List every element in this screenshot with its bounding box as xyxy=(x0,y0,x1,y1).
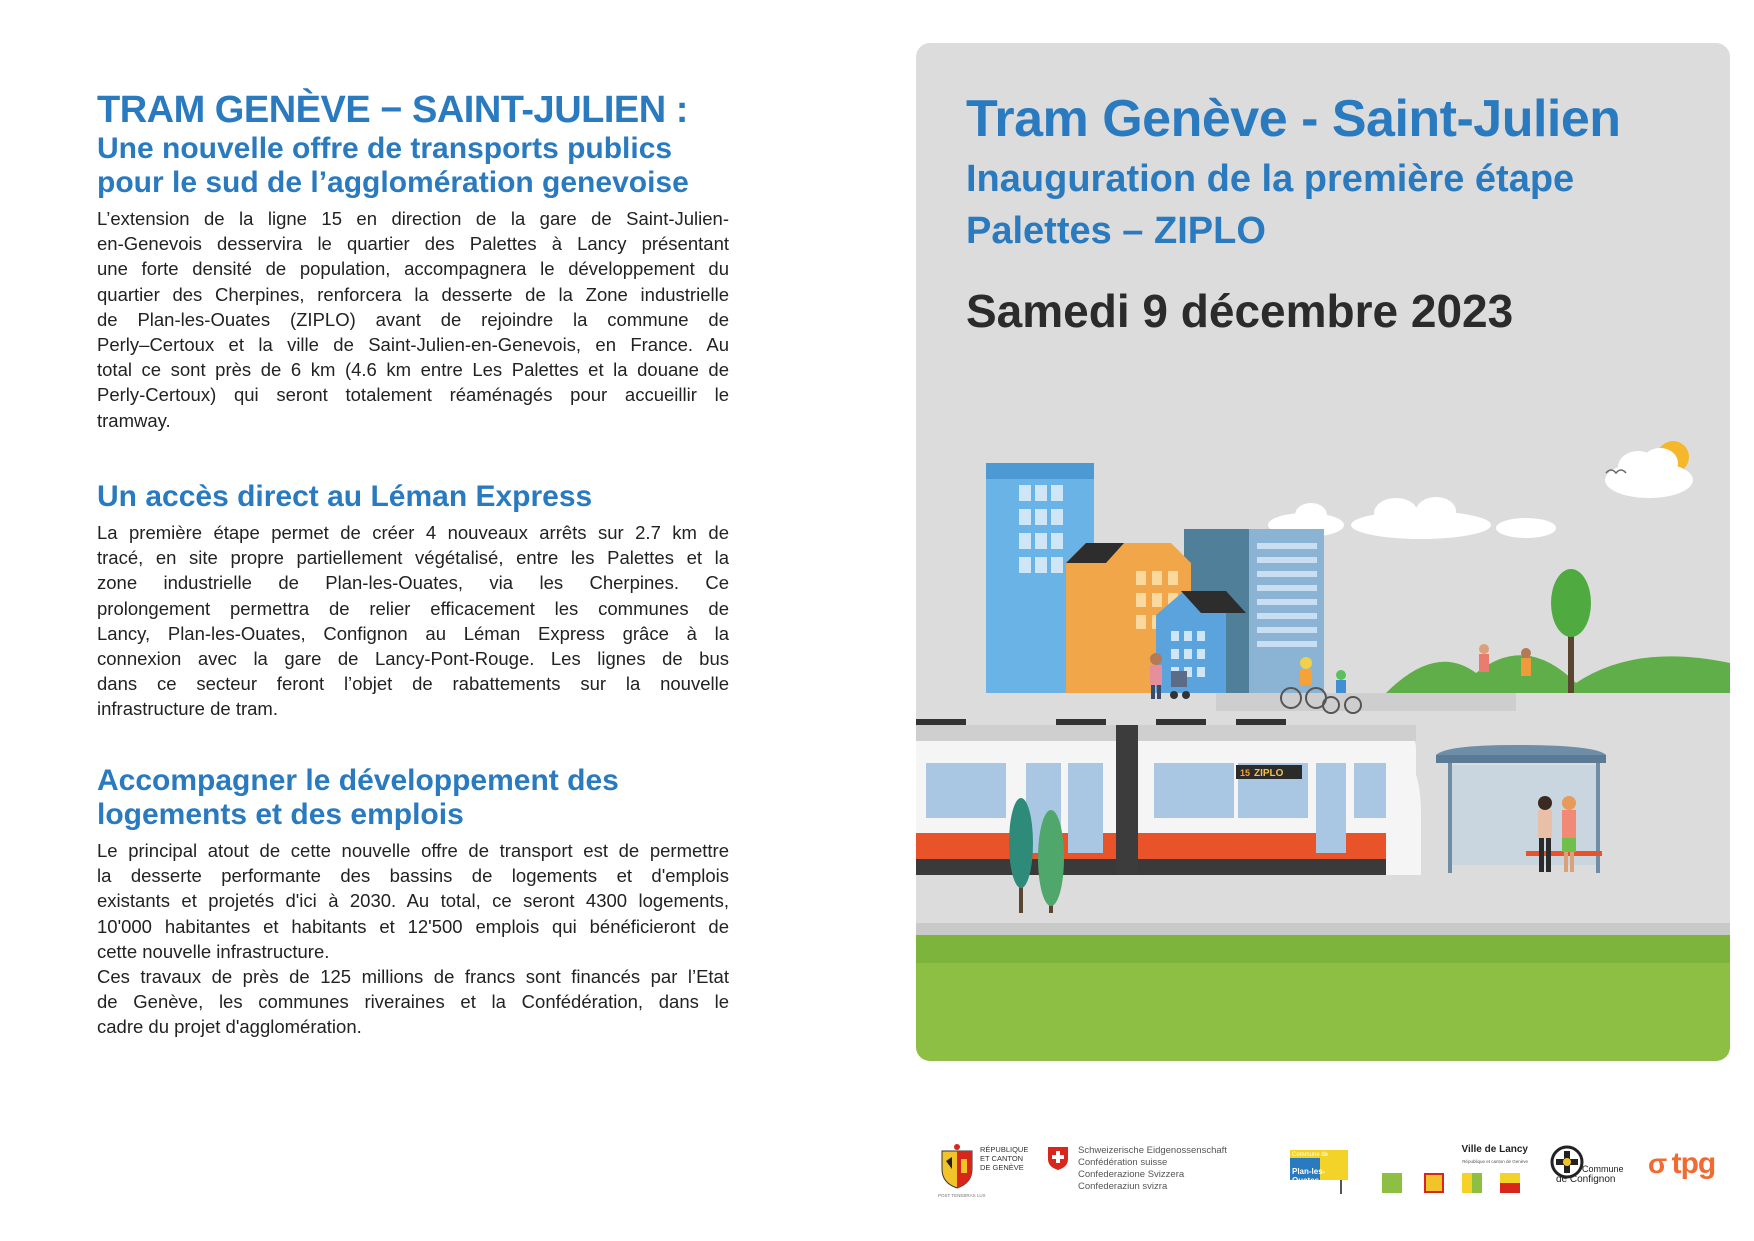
tram xyxy=(916,725,1421,875)
intro-line: de Plan-les-Ouates (ZIPLO) avant de rejoindre la commune de xyxy=(97,308,729,330)
intro-line: L’extension de la ligne 15 en direction de la gare de Saint-Julien- xyxy=(97,208,729,229)
plo-line2: Plan-les-Ouates xyxy=(1292,1167,1326,1185)
sidewalk xyxy=(916,923,1730,935)
section1-paragraph xyxy=(97,520,729,722)
section2-line: existants et projetés d'ici à 2030. Au total, ce seront 4300 logements, xyxy=(97,890,729,912)
logo-geneve xyxy=(938,1143,1029,1198)
section2-title-line1: Accompagner le développement des xyxy=(97,764,619,797)
hills xyxy=(1386,655,1730,693)
intro-line: tramway. xyxy=(97,409,171,431)
confignon-line1: Commune xyxy=(1582,1164,1624,1174)
lancy-line2: République et canton de Genève xyxy=(1462,1159,1528,1164)
ch-line3: Confederazione Svizzera xyxy=(1078,1169,1185,1180)
section1-line: zone industrielle de Plan-les-Ouates, via les Cherpines. Ce xyxy=(97,572,729,594)
geneve-line3: DE GENÈVE xyxy=(980,1163,1024,1172)
cyclist-head xyxy=(1300,657,1312,669)
overhead-lines xyxy=(916,719,1286,725)
grass-edge xyxy=(916,933,1730,963)
ch-line4: Confederaziun svizra xyxy=(1078,1181,1168,1192)
child-cyclist-head xyxy=(1336,670,1346,680)
section1-line: Lancy, Plan-les-Ouates, Confignon au Léman Express grâce à la xyxy=(97,622,729,644)
section1-line: La première étape permet de créer 4 nouveaux arrêts sur 2.7 km de xyxy=(97,522,729,543)
section2-line: de Genève, les communes riveraines et la Confédération, dans le xyxy=(97,991,729,1013)
section-logements xyxy=(97,764,729,1040)
logo-plan-les-ouates xyxy=(1290,1140,1348,1192)
logo-confederation xyxy=(1046,1145,1227,1192)
main-title: TRAM GENÈVE − SAINT-JULIEN : xyxy=(97,89,688,131)
tram-destination: ZIPLO xyxy=(1254,768,1284,779)
section-leman-express xyxy=(97,480,729,722)
tpg-swirl-icon: σ xyxy=(1648,1148,1668,1179)
geneve-motto: POST TENEBRAS LUX xyxy=(938,1193,986,1198)
cycle-path xyxy=(1216,693,1516,711)
logo-lancy xyxy=(1378,1145,1528,1195)
intro-line: Perly-Certoux) qui seront totalement réaménagés pour accueillir le xyxy=(97,384,729,406)
lancy-arms-2 xyxy=(1424,1173,1444,1193)
section1-line: prolongement permettra de relier efficacement les communes de xyxy=(97,597,729,619)
section1-line: connexion avec la gare de Lancy-Pont-Rouge. Les lignes de bus xyxy=(97,648,729,670)
section2-title-line2: logements et des emplois xyxy=(97,798,464,831)
left-column xyxy=(97,88,729,1038)
logo-confignon xyxy=(1550,1145,1630,1195)
section1-line: infrastructure de tram. xyxy=(97,698,278,720)
ch-line2: Confédération suisse xyxy=(1078,1157,1168,1168)
lancy-line1: Ville de Lancy xyxy=(1461,1144,1528,1155)
intro-line: en-Genevois desservira le quartier des Palettes à Lancy présentant xyxy=(97,233,729,255)
tram-line-number: 15 xyxy=(1240,768,1251,778)
sun-cloud xyxy=(1605,441,1693,498)
confignon-line2: de Confignon xyxy=(1556,1174,1616,1185)
section2-line: la desserte performante des bassins de logements et d'emplois xyxy=(97,865,729,887)
section1-line: dans ce secteur feront l’objet de rabattements sur la nouvelle xyxy=(97,673,729,695)
swiss-cross-icon xyxy=(1046,1145,1070,1171)
panel-title: Tram Genève - Saint-Julien xyxy=(966,90,1621,148)
tpg-wordmark: tpg xyxy=(1671,1147,1716,1180)
section2-line: cadre du projet d'agglomération. xyxy=(97,1016,362,1038)
intro-line: une forte densité de population, accompagnera le développement du xyxy=(97,258,729,280)
panel-subtitle-line1: Inauguration de la première étape xyxy=(966,158,1575,200)
section2-line: Le principal atout de cette nouvelle offre de transport est de permettre xyxy=(97,840,729,861)
main-subtitle-line2: pour le sud de l’agglomération genevoise xyxy=(97,166,689,199)
intro-line: Perly–Certoux et la ville de Saint-Julien-en-Genevois, en France. Au xyxy=(97,334,729,356)
geneve-line1: RÉPUBLIQUE xyxy=(980,1145,1029,1154)
tram-shelter xyxy=(1436,745,1606,873)
section1-line: tracé, en site propre partiellement végétalisé, entre les Palettes et la xyxy=(97,547,729,569)
ch-line1: Schweizerische Eidgenossenschaft xyxy=(1078,1145,1227,1156)
event-panel xyxy=(916,43,1730,1061)
intro-line: total ce sont près de 6 km (4.6 km entre Les Palettes et la douane de xyxy=(97,359,729,381)
cyclist-body xyxy=(1300,669,1312,685)
intro-line: quartier des Cherpines, renforcera la desserte de la Zone industrielle xyxy=(97,283,729,305)
child-cyclist-body xyxy=(1336,680,1346,693)
section2-line: 10'000 habitantes et habitants et 12'500 emplois qui bénéficieront de xyxy=(97,915,729,937)
event-date: Samedi 9 décembre 2023 xyxy=(966,285,1514,337)
plo-line1: Commune de xyxy=(1292,1152,1329,1158)
geneve-shield-icon xyxy=(938,1143,976,1189)
section2-paragraph xyxy=(97,838,729,1040)
lancy-arms-4 xyxy=(1500,1173,1520,1193)
geneve-line2: ET CANTON xyxy=(980,1154,1024,1163)
panel-subtitle-line2: Palettes – ZIPLO xyxy=(966,210,1266,252)
lancy-arms-1 xyxy=(1382,1173,1402,1193)
lancy-arms-3 xyxy=(1462,1173,1482,1193)
section2-line: Ces travaux de près de 125 millions de francs sont financés par l’Etat xyxy=(97,966,729,988)
section1-title: Un accès direct au Léman Express xyxy=(97,480,593,513)
partner-logos xyxy=(930,1135,1730,1205)
panel-subtitle xyxy=(966,153,1686,257)
main-subtitle-line1: Une nouvelle offre de transports publics xyxy=(97,132,673,165)
intro-paragraph xyxy=(97,206,729,433)
section2-line: cette nouvelle infrastructure. xyxy=(97,940,330,962)
logo-tpg xyxy=(1648,1147,1715,1181)
